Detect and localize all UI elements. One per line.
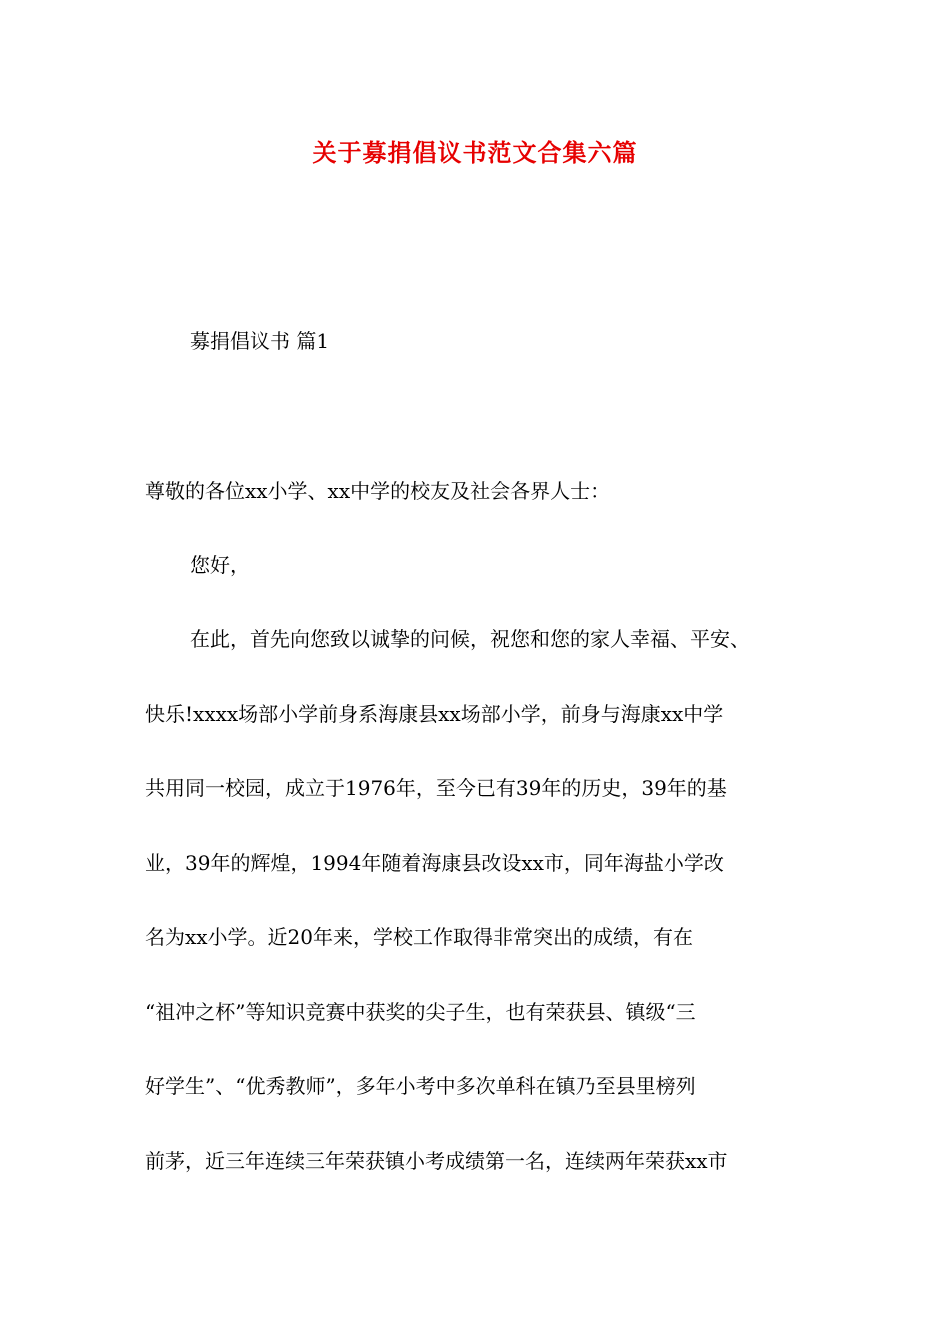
- body-line: 快乐!xxxx场部小学前身系海康县xx场部小学，前身与海康xx中学: [145, 702, 724, 726]
- greeting: 您好，: [190, 553, 250, 577]
- body-line: 好学生”、“优秀教师”，多年小考中多次单科在镇乃至县里榜列: [145, 1074, 696, 1098]
- body-line: 业，39年的辉煌，1994年随着海康县改设xx市，同年海盐小学改: [145, 851, 724, 875]
- body-line: 在此，首先向您致以诚挚的问候，祝您和您的家人幸福、平安、: [190, 627, 750, 651]
- body-line: 名为xx小学。近20年来，学校工作取得非常突出的成绩，有在: [145, 925, 694, 949]
- body-line: 共用同一校园，成立于1976年，至今已有39年的历史，39年的基: [145, 776, 727, 800]
- document-title: 关于募捐倡议书范文合集六篇: [312, 138, 638, 167]
- body-line: “祖冲之杯”等知识竞赛中获奖的尖子生，也有荣获县、镇级“三: [145, 1000, 696, 1024]
- salutation: 尊敬的各位xx小学、xx中学的校友及社会各界人士：: [145, 479, 611, 503]
- section-heading: 募捐倡议书 篇1: [190, 329, 330, 353]
- body-line: 前茅，近三年连续三年荣获镇小考成绩第一名，连续两年荣获xx市: [145, 1149, 728, 1173]
